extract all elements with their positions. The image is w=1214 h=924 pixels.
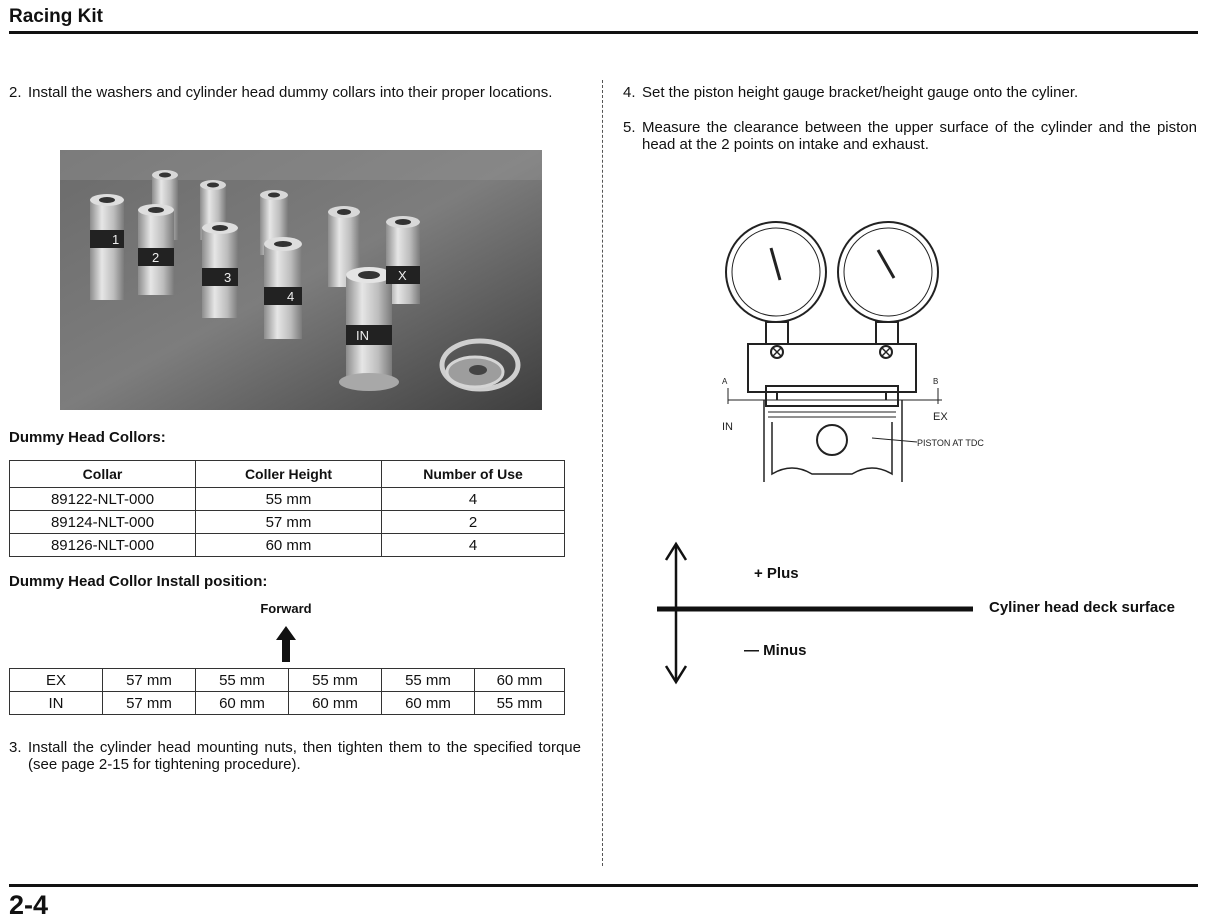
collar-label-x: X (398, 268, 407, 283)
page-number: 2-4 (9, 890, 49, 920)
table-row (10, 488, 565, 511)
step-3 (9, 739, 581, 773)
deck-surface-legend (655, 540, 980, 688)
table-cell: 60 mm (196, 692, 289, 715)
column-header-use: Number of Use (382, 461, 565, 488)
table-cell: 55 mm (289, 669, 382, 692)
column-header-collar: Collar (10, 461, 196, 488)
collars-heading: Dummy Head Collors: (9, 429, 166, 446)
table-cell: 55 mm (196, 669, 289, 692)
column-divider (602, 80, 603, 866)
step-3-text: Install the cylinder head mounting nuts, then tighten them to the specified torque (see page 2-15 for tightening procedure). (28, 739, 581, 773)
diagram-ex-label: EX (933, 411, 948, 423)
table-cell: IN (10, 692, 103, 715)
diagram-a-label: A (722, 377, 728, 386)
table-cell: 60 mm (475, 669, 565, 692)
table-cell: 57 mm (196, 511, 382, 534)
forward-arrow-icon (274, 624, 298, 664)
table-cell: 60 mm (196, 534, 382, 557)
table-cell: 89122-NLT-000 (10, 488, 196, 511)
collars-table (9, 460, 565, 557)
install-position-table (9, 668, 565, 715)
table-cell: 4 (382, 534, 565, 557)
page-header-title: Racing Kit (9, 6, 103, 27)
collars-photo-drawing (60, 150, 542, 410)
table-cell: 89124-NLT-000 (10, 511, 196, 534)
table-row (10, 511, 565, 534)
plus-label: + Plus (754, 565, 799, 582)
table-cell: 89126-NLT-000 (10, 534, 196, 557)
footer-rule (9, 884, 1198, 887)
table-cell: 2 (382, 511, 565, 534)
table-cell: 60 mm (289, 692, 382, 715)
table-cell: EX (10, 669, 103, 692)
step-5-number: 5. (623, 119, 636, 136)
step-2-number: 2. (9, 84, 22, 101)
diagram-in-label: IN (722, 421, 733, 433)
minus-label: — Minus (744, 642, 807, 659)
header-rule (9, 31, 1198, 34)
table-row (10, 669, 565, 692)
table-cell: 60 mm (382, 692, 475, 715)
table-row (10, 534, 565, 557)
diagram-b-label: B (933, 377, 939, 386)
table-row (10, 692, 565, 715)
step-3-number: 3. (9, 739, 22, 756)
table-cell: 55 mm (196, 488, 382, 511)
step-2 (9, 84, 581, 101)
step-5 (623, 119, 1197, 153)
column-header-height: Coller Height (196, 461, 382, 488)
step-4 (623, 84, 1197, 101)
collar-label-4: 4 (287, 289, 295, 304)
install-position-heading: Dummy Head Collor Install position: (9, 573, 268, 590)
deck-surface-label: Cyliner head deck surface (989, 599, 1175, 616)
forward-label: Forward (260, 601, 312, 616)
collar-label-3: 3 (224, 270, 232, 285)
dummy-collars-photo (60, 150, 542, 410)
collar-label-2: 2 (152, 250, 160, 265)
step-2-text: Install the washers and cylinder head dummy collars into their proper locations. (28, 84, 553, 101)
step-4-text: Set the piston height gauge bracket/height gauge onto the cyliner. (642, 84, 1079, 101)
collars-table-header (10, 461, 565, 488)
piston-height-gauge-diagram (712, 212, 987, 492)
step-5-text: Measure the clearance between the upper surface of the cylinder and the piston head at the 2 points on intake and exhaust. (642, 119, 1197, 153)
table-cell: 57 mm (103, 669, 196, 692)
step-4-number: 4. (623, 84, 636, 101)
collar-label-1: 1 (112, 232, 120, 247)
table-cell: 57 mm (103, 692, 196, 715)
diagram-piston-label: PISTON AT TDC (917, 438, 984, 448)
table-cell: 55 mm (475, 692, 565, 715)
table-cell: 4 (382, 488, 565, 511)
table-cell: 55 mm (382, 669, 475, 692)
collar-label-in: IN (356, 328, 369, 343)
